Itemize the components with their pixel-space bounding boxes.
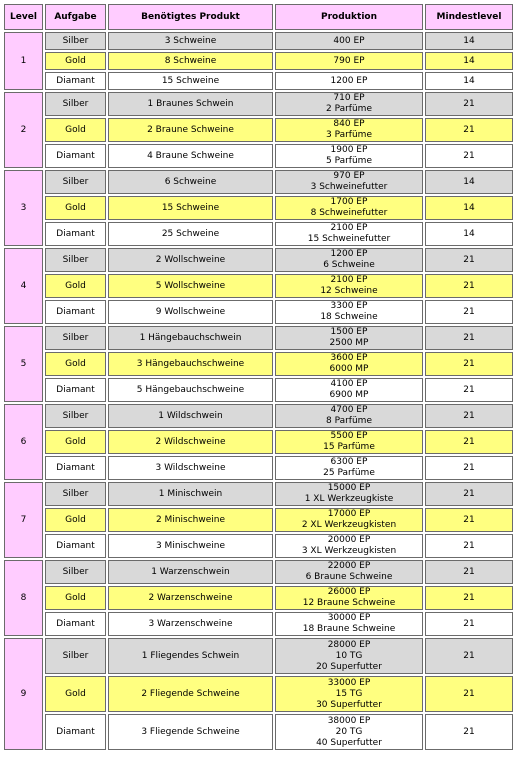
production-cell bbox=[275, 676, 423, 712]
production-line: 1900 EP bbox=[330, 145, 368, 155]
production-cell bbox=[275, 586, 423, 610]
table-row bbox=[4, 404, 513, 428]
min-level-cell: 14 bbox=[425, 170, 513, 194]
min-level-cell: 21 bbox=[425, 404, 513, 428]
production-line: 26000 EP bbox=[327, 587, 371, 597]
table-row bbox=[4, 676, 513, 712]
product-cell: 1 Minischwein bbox=[108, 482, 273, 506]
task-cell: Gold bbox=[45, 430, 106, 454]
production-line: 1200 EP bbox=[330, 249, 368, 259]
product-cell: 2 Wildschweine bbox=[108, 430, 273, 454]
min-level-cell: 21 bbox=[425, 456, 513, 480]
min-level-cell: 21 bbox=[425, 430, 513, 454]
product-cell: 1 Hängebauchschwein bbox=[108, 326, 273, 350]
production-line: 18 Schweine bbox=[320, 312, 378, 322]
min-level-cell: 14 bbox=[425, 72, 513, 90]
production-cell bbox=[275, 248, 423, 272]
table-row bbox=[4, 222, 513, 246]
production-line: 1700 EP bbox=[330, 197, 368, 207]
production-line: 18 Braune Schweine bbox=[302, 624, 396, 634]
task-cell: Gold bbox=[45, 676, 106, 712]
production-line: 2100 EP bbox=[330, 275, 368, 285]
product-cell: 4 Braune Schweine bbox=[108, 144, 273, 168]
level-cell: 1 bbox=[4, 32, 43, 90]
production-line: 6 Schweine bbox=[323, 260, 375, 270]
production-line: 400 EP bbox=[333, 35, 365, 46]
min-level-cell: 21 bbox=[425, 326, 513, 350]
production-line: 33000 EP bbox=[327, 677, 371, 688]
min-level-cell: 21 bbox=[425, 508, 513, 532]
level-cell: 6 bbox=[4, 404, 43, 480]
production-line: 20000 EP bbox=[327, 535, 371, 545]
table-row bbox=[4, 560, 513, 584]
task-cell: Gold bbox=[45, 118, 106, 142]
production-cell bbox=[275, 378, 423, 402]
production-line: 710 EP bbox=[333, 93, 365, 103]
level-cell: 5 bbox=[4, 326, 43, 402]
product-cell: 3 Minischweine bbox=[108, 534, 273, 558]
production-line: 25 Parfüme bbox=[323, 468, 375, 478]
production-cell bbox=[275, 430, 423, 454]
task-table bbox=[2, 2, 513, 752]
production-line: 15000 EP bbox=[327, 483, 371, 493]
table-row bbox=[4, 300, 513, 324]
product-cell: 2 Braune Schweine bbox=[108, 118, 273, 142]
level-cell: 9 bbox=[4, 638, 43, 750]
production-cell bbox=[275, 404, 423, 428]
min-level-cell: 21 bbox=[425, 352, 513, 376]
task-cell: Gold bbox=[45, 52, 106, 70]
production-line: 790 EP bbox=[333, 55, 365, 66]
header-row bbox=[4, 4, 513, 30]
product-cell: 15 Schweine bbox=[108, 72, 273, 90]
production-line: 15 TG bbox=[335, 688, 363, 699]
production-line: 4100 EP bbox=[330, 379, 368, 389]
table-row bbox=[4, 274, 513, 298]
product-cell: 2 Fliegende Schweine bbox=[108, 676, 273, 712]
task-cell: Diamant bbox=[45, 378, 106, 402]
product-cell: 5 Hängebauchschweine bbox=[108, 378, 273, 402]
header-task: Aufgabe bbox=[45, 4, 106, 30]
min-level-cell: 14 bbox=[425, 196, 513, 220]
production-line: 4700 EP bbox=[330, 405, 368, 415]
production-cell bbox=[275, 326, 423, 350]
table-row bbox=[4, 52, 513, 70]
production-cell bbox=[275, 72, 423, 90]
production-line: 5 Parfüme bbox=[325, 156, 372, 166]
production-cell bbox=[275, 714, 423, 750]
level-cell: 4 bbox=[4, 248, 43, 324]
production-line: 20 Superfutter bbox=[316, 661, 382, 672]
production-cell bbox=[275, 508, 423, 532]
min-level-cell: 21 bbox=[425, 534, 513, 558]
table-row bbox=[4, 248, 513, 272]
task-cell: Silber bbox=[45, 482, 106, 506]
product-cell: 2 Warzenschweine bbox=[108, 586, 273, 610]
table-row bbox=[4, 638, 513, 674]
min-level-cell: 21 bbox=[425, 612, 513, 636]
production-line: 40 Superfutter bbox=[316, 737, 382, 748]
production-cell bbox=[275, 92, 423, 116]
production-cell bbox=[275, 52, 423, 70]
production-line: 2100 EP bbox=[330, 223, 368, 233]
production-cell bbox=[275, 638, 423, 674]
table-row bbox=[4, 586, 513, 610]
production-line: 22000 EP bbox=[327, 561, 371, 571]
task-cell: Diamant bbox=[45, 300, 106, 324]
header-min-level: Mindestlevel bbox=[425, 4, 513, 30]
task-cell: Silber bbox=[45, 170, 106, 194]
product-cell: 9 Wollschweine bbox=[108, 300, 273, 324]
production-line: 17000 EP bbox=[327, 509, 371, 519]
task-cell: Gold bbox=[45, 508, 106, 532]
production-cell bbox=[275, 118, 423, 142]
table-row bbox=[4, 144, 513, 168]
table-row bbox=[4, 352, 513, 376]
production-line: 3300 EP bbox=[330, 301, 368, 311]
table-row bbox=[4, 456, 513, 480]
task-cell: Diamant bbox=[45, 714, 106, 750]
production-line: 8 Parfüme bbox=[325, 416, 372, 426]
production-line: 2 XL Werkzeugkisten bbox=[301, 520, 397, 530]
production-cell bbox=[275, 560, 423, 584]
production-line: 28000 EP bbox=[327, 639, 371, 650]
production-line: 1500 EP bbox=[330, 327, 368, 337]
task-cell: Silber bbox=[45, 560, 106, 584]
product-cell: 3 Hängebauchschweine bbox=[108, 352, 273, 376]
task-cell: Diamant bbox=[45, 72, 106, 90]
production-line: 30 Superfutter bbox=[316, 699, 382, 710]
product-cell: 3 Schweine bbox=[108, 32, 273, 50]
production-line: 970 EP bbox=[333, 171, 365, 181]
product-cell: 3 Warzenschweine bbox=[108, 612, 273, 636]
task-cell: Diamant bbox=[45, 222, 106, 246]
production-cell bbox=[275, 196, 423, 220]
task-cell: Gold bbox=[45, 586, 106, 610]
production-line: 6300 EP bbox=[330, 457, 368, 467]
production-line: 12 Schweine bbox=[320, 286, 378, 296]
min-level-cell: 21 bbox=[425, 118, 513, 142]
production-line: 6 Braune Schweine bbox=[305, 572, 393, 582]
level-cell: 2 bbox=[4, 92, 43, 168]
production-line: 10 TG bbox=[335, 650, 363, 661]
min-level-cell: 14 bbox=[425, 32, 513, 50]
production-line: 3600 EP bbox=[330, 353, 368, 363]
production-line: 15 Schweinefutter bbox=[307, 234, 391, 244]
task-cell: Gold bbox=[45, 274, 106, 298]
production-line: 38000 EP bbox=[327, 715, 371, 726]
header-product: Benötigtes Produkt bbox=[108, 4, 273, 30]
production-cell bbox=[275, 534, 423, 558]
product-cell: 8 Schweine bbox=[108, 52, 273, 70]
level-cell: 3 bbox=[4, 170, 43, 246]
min-level-cell: 21 bbox=[425, 92, 513, 116]
task-cell: Diamant bbox=[45, 534, 106, 558]
min-level-cell: 21 bbox=[425, 638, 513, 674]
production-line: 6900 MP bbox=[329, 390, 369, 400]
table-body bbox=[4, 32, 513, 750]
production-line: 15 Parfüme bbox=[323, 442, 375, 452]
product-cell: 15 Schweine bbox=[108, 196, 273, 220]
production-cell bbox=[275, 274, 423, 298]
task-cell: Silber bbox=[45, 92, 106, 116]
product-cell: 3 Fliegende Schweine bbox=[108, 714, 273, 750]
table-row bbox=[4, 170, 513, 194]
production-cell bbox=[275, 482, 423, 506]
min-level-cell: 21 bbox=[425, 560, 513, 584]
task-cell: Gold bbox=[45, 196, 106, 220]
min-level-cell: 21 bbox=[425, 378, 513, 402]
min-level-cell: 21 bbox=[425, 144, 513, 168]
production-line: 8 Schweinefutter bbox=[310, 208, 388, 218]
production-cell bbox=[275, 300, 423, 324]
table-row bbox=[4, 508, 513, 532]
table-row bbox=[4, 118, 513, 142]
table-row bbox=[4, 72, 513, 90]
table-row bbox=[4, 32, 513, 50]
table-row bbox=[4, 326, 513, 350]
task-cell: Diamant bbox=[45, 612, 106, 636]
production-cell bbox=[275, 456, 423, 480]
level-cell: 7 bbox=[4, 482, 43, 558]
min-level-cell: 21 bbox=[425, 274, 513, 298]
min-level-cell: 21 bbox=[425, 482, 513, 506]
product-cell: 2 Wollschweine bbox=[108, 248, 273, 272]
product-cell: 1 Fliegendes Schwein bbox=[108, 638, 273, 674]
table-row bbox=[4, 714, 513, 750]
table-row bbox=[4, 196, 513, 220]
min-level-cell: 21 bbox=[425, 300, 513, 324]
production-line: 6000 MP bbox=[329, 364, 369, 374]
table-row bbox=[4, 534, 513, 558]
product-cell: 2 Minischweine bbox=[108, 508, 273, 532]
table-row bbox=[4, 92, 513, 116]
product-cell: 3 Wildschweine bbox=[108, 456, 273, 480]
production-cell bbox=[275, 32, 423, 50]
production-line: 30000 EP bbox=[327, 613, 371, 623]
min-level-cell: 21 bbox=[425, 248, 513, 272]
production-line: 2500 MP bbox=[329, 338, 369, 348]
table-row bbox=[4, 612, 513, 636]
product-cell: 25 Schweine bbox=[108, 222, 273, 246]
production-line: 3 Parfüme bbox=[325, 130, 372, 140]
production-cell bbox=[275, 144, 423, 168]
production-cell bbox=[275, 170, 423, 194]
task-cell: Silber bbox=[45, 404, 106, 428]
header-production: Produktion bbox=[275, 4, 423, 30]
product-cell: 5 Wollschweine bbox=[108, 274, 273, 298]
table-row bbox=[4, 430, 513, 454]
task-cell: Diamant bbox=[45, 144, 106, 168]
product-cell: 1 Warzenschwein bbox=[108, 560, 273, 584]
production-line: 12 Braune Schweine bbox=[302, 598, 396, 608]
production-line: 840 EP bbox=[333, 119, 365, 129]
min-level-cell: 21 bbox=[425, 676, 513, 712]
production-line: 3 XL Werkzeugkisten bbox=[301, 546, 397, 556]
min-level-cell: 21 bbox=[425, 714, 513, 750]
task-cell: Silber bbox=[45, 32, 106, 50]
production-line: 5500 EP bbox=[330, 431, 368, 441]
min-level-cell: 14 bbox=[425, 222, 513, 246]
production-line: 1200 EP bbox=[330, 75, 368, 86]
task-cell: Gold bbox=[45, 352, 106, 376]
product-cell: 1 Braunes Schwein bbox=[108, 92, 273, 116]
production-line: 20 TG bbox=[335, 726, 363, 737]
production-cell bbox=[275, 612, 423, 636]
level-cell: 8 bbox=[4, 560, 43, 636]
min-level-cell: 21 bbox=[425, 586, 513, 610]
task-cell: Silber bbox=[45, 248, 106, 272]
task-cell: Silber bbox=[45, 326, 106, 350]
production-cell bbox=[275, 222, 423, 246]
production-cell bbox=[275, 352, 423, 376]
header-level: Level bbox=[4, 4, 43, 30]
production-line: 1 XL Werkzeugkiste bbox=[304, 494, 394, 504]
production-line: 3 Schweinefutter bbox=[310, 182, 388, 192]
table-row bbox=[4, 378, 513, 402]
table-row bbox=[4, 482, 513, 506]
task-cell: Diamant bbox=[45, 456, 106, 480]
product-cell: 1 Wildschwein bbox=[108, 404, 273, 428]
min-level-cell: 14 bbox=[425, 52, 513, 70]
production-line: 2 Parfüme bbox=[325, 104, 372, 114]
product-cell: 6 Schweine bbox=[108, 170, 273, 194]
task-cell: Silber bbox=[45, 638, 106, 674]
